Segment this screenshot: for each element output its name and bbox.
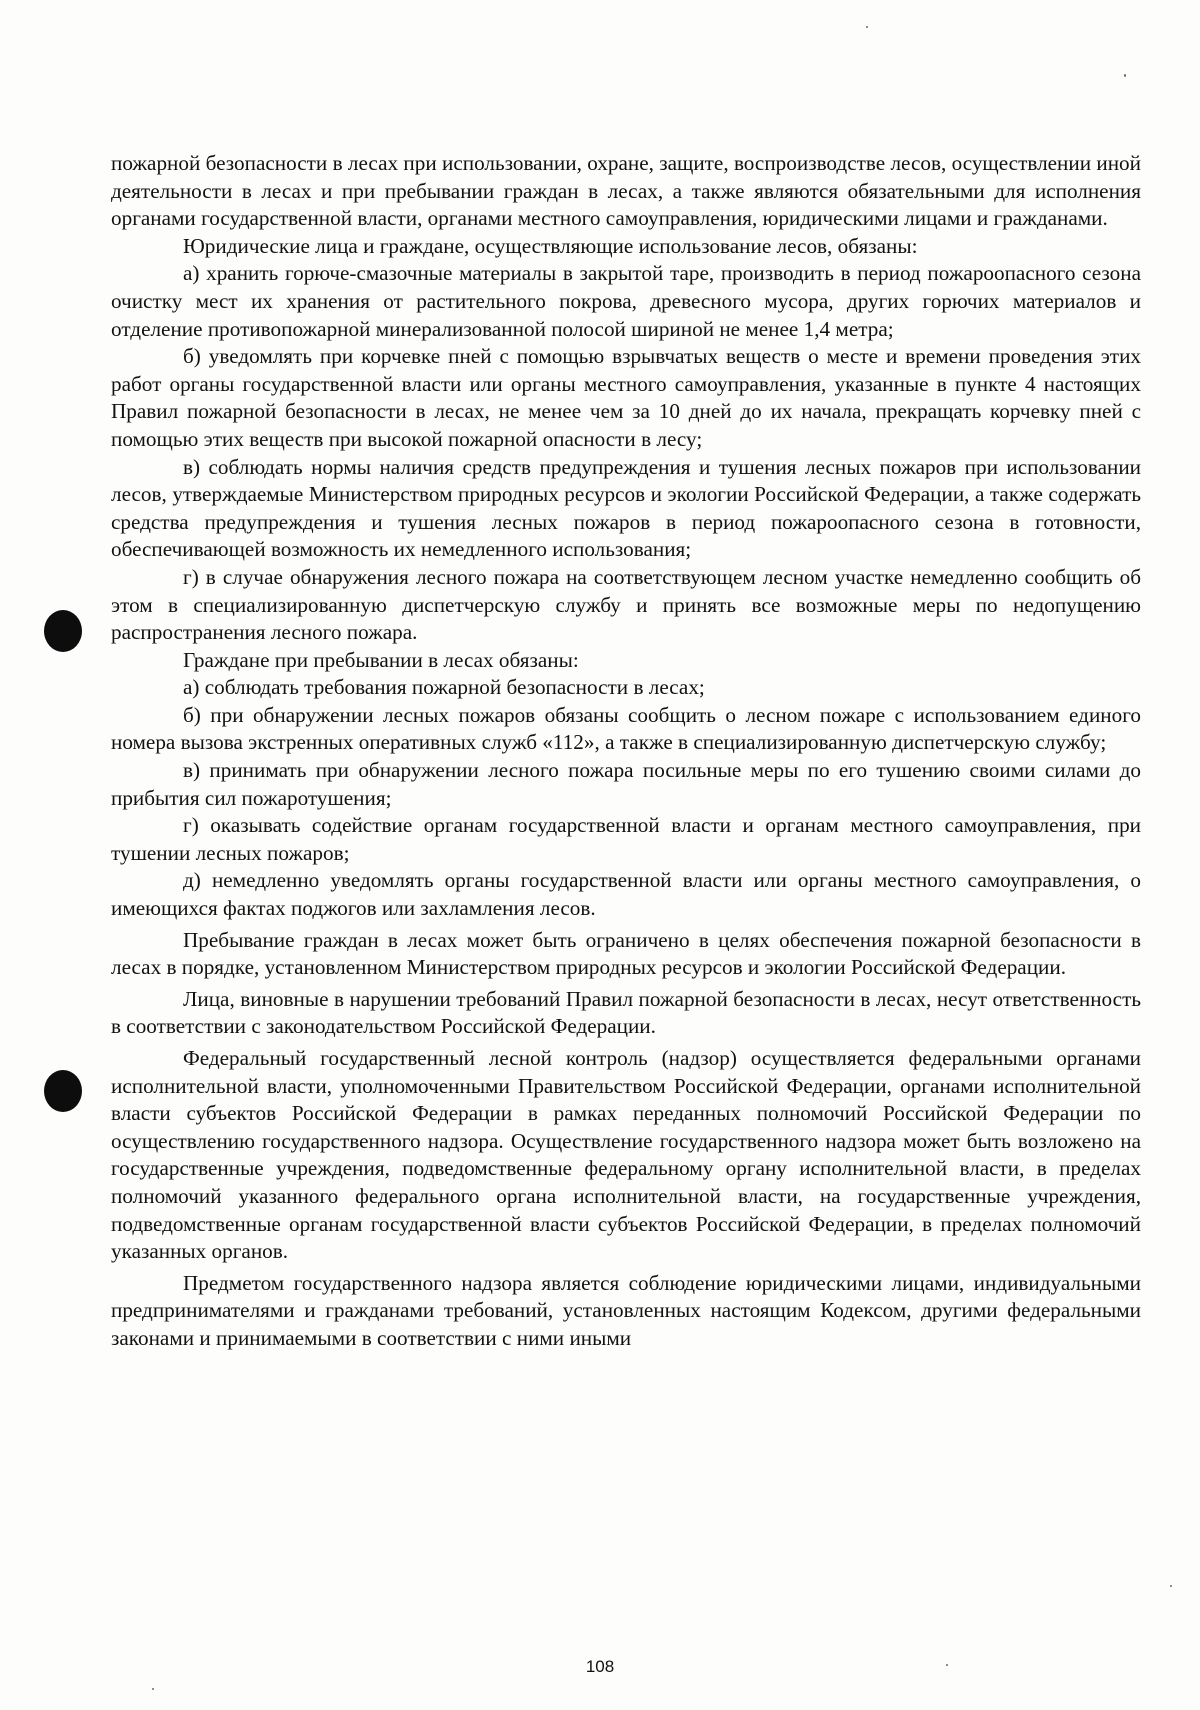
paragraph: Предметом государственного надзора является соблюдение юридическими лицами, индивидуальными предпринимателями и гражданами требований, установленных настоящим Кодексом, другими федеральными законами и принимаемыми в соответствии с ними иными [111, 1270, 1141, 1350]
paragraph: Пребывание граждан в лесах может быть ограничено в целях обеспечения пожарной безопасности в лесах в порядке, установленном Министерством природных ресурсов и экологии Российской Федерации. [111, 927, 1141, 980]
paragraph: б) при обнаружении лесных пожаров обязаны сообщить о лесном пожаре с использованием единого номера вызова экстренных оперативных служб «112», а также в специализированную диспетчерскую службу; [111, 702, 1141, 755]
scan-speck [866, 26, 868, 28]
paragraph: Федеральный государственный лесной контроль (надзор) осуществляется федеральными органами исполнительной власти, уполномоченными Правительством Российской Федерации, органами исполнительной власти субъектов Российской Федерации в рамках переданных полномочий Российской Федерации по осуществлению государственного надзора. Осуществление государственного надзора может быть возложено на государственные учреждения, подведомственные федеральному органу исполнительной власти, в пределах полномочий указанного федерального органа исполнительной власти, на государственные учреждения, подведомственные органам государственной власти субъектов Российской Федерации, в пределах полномочий указанных органов. [111, 1046, 1141, 1264]
paragraph: а) хранить горюче-смазочные материалы в закрытой таре, производить в период пожароопасного сезона очистку мест их хранения от растительного покрова, древесного мусора, других горючих материалов и отделение противопожарной минерализованной полосой шириной не менее 1,4 метра; [111, 261, 1141, 341]
paragraph: д) немедленно уведомлять органы государственной власти или органы местного самоуправления, о имеющихся фактах поджогов или захламления лесов. [111, 868, 1141, 921]
paragraph: б) уведомлять при корчевке пней с помощью взрывчатых веществ о месте и времени проведения этих работ органы государственной власти или органы местного самоуправления, указанные в пункте 4 настоящих Правил пожарной безопасности в лесах, не менее чем за 10 дней до их начала, прекращать корчевку пней с помощью этих веществ при высокой пожарной опасности в лесу; [111, 344, 1141, 451]
punch-hole-upper [44, 610, 82, 652]
paragraph: пожарной безопасности в лесах при использовании, охране, защите, воспроизводстве лесов, осуществлении иной деятельности в лесах и при пребывании граждан в лесах, а также являются обязательными для исполнения органами государственной власти, органами местного самоуправления, юридическими лицами и гражданами. [111, 151, 1141, 231]
paragraph: Лица, виновные в нарушении требований Правил пожарной безопасности в лесах, несут ответственность в соответствии с законодательством Российской Федерации. [111, 986, 1141, 1039]
scan-speck [1170, 1585, 1172, 1587]
paragraph: Граждане при пребывании в лесах обязаны: [183, 647, 579, 672]
paragraph: г) в случае обнаружения лесного пожара на соответствующем лесном участке немедленно сообщить об этом в специализированную диспетчерскую службу и принять все возможные меры по недопущению распространения лесного пожара. [111, 564, 1141, 645]
paragraph: Юридические лица и граждане, осуществляющие использование лесов, обязаны: [183, 233, 918, 258]
scan-speck [1124, 74, 1126, 77]
paragraph: в) соблюдать нормы наличия средств предупреждения и тушения лесных пожаров при использовании лесов, утверждаемые Министерством природных ресурсов и экологии Российской Федерации, а также содержать средства предупреждения и тушения лесных пожаров в период пожароопасного сезона в готовности, обеспечивающей возможность их немедленного использования; [111, 454, 1141, 562]
paragraph: а) соблюдать требования пожарной безопасности в лесах; [183, 675, 705, 700]
punch-hole-lower [44, 1070, 82, 1112]
paragraph: в) принимать при обнаружении лесного пожара посильные меры по его тушению своими силами до прибытия сил пожаротушения; [111, 758, 1141, 810]
paragraph: г) оказывать содействие органам государственной власти и органам местного самоуправления, при тушении лесных пожаров; [111, 813, 1141, 865]
scan-speck [152, 1688, 154, 1690]
document-body [111, 150, 1141, 1353]
page-number: 108 [585, 1657, 615, 1676]
